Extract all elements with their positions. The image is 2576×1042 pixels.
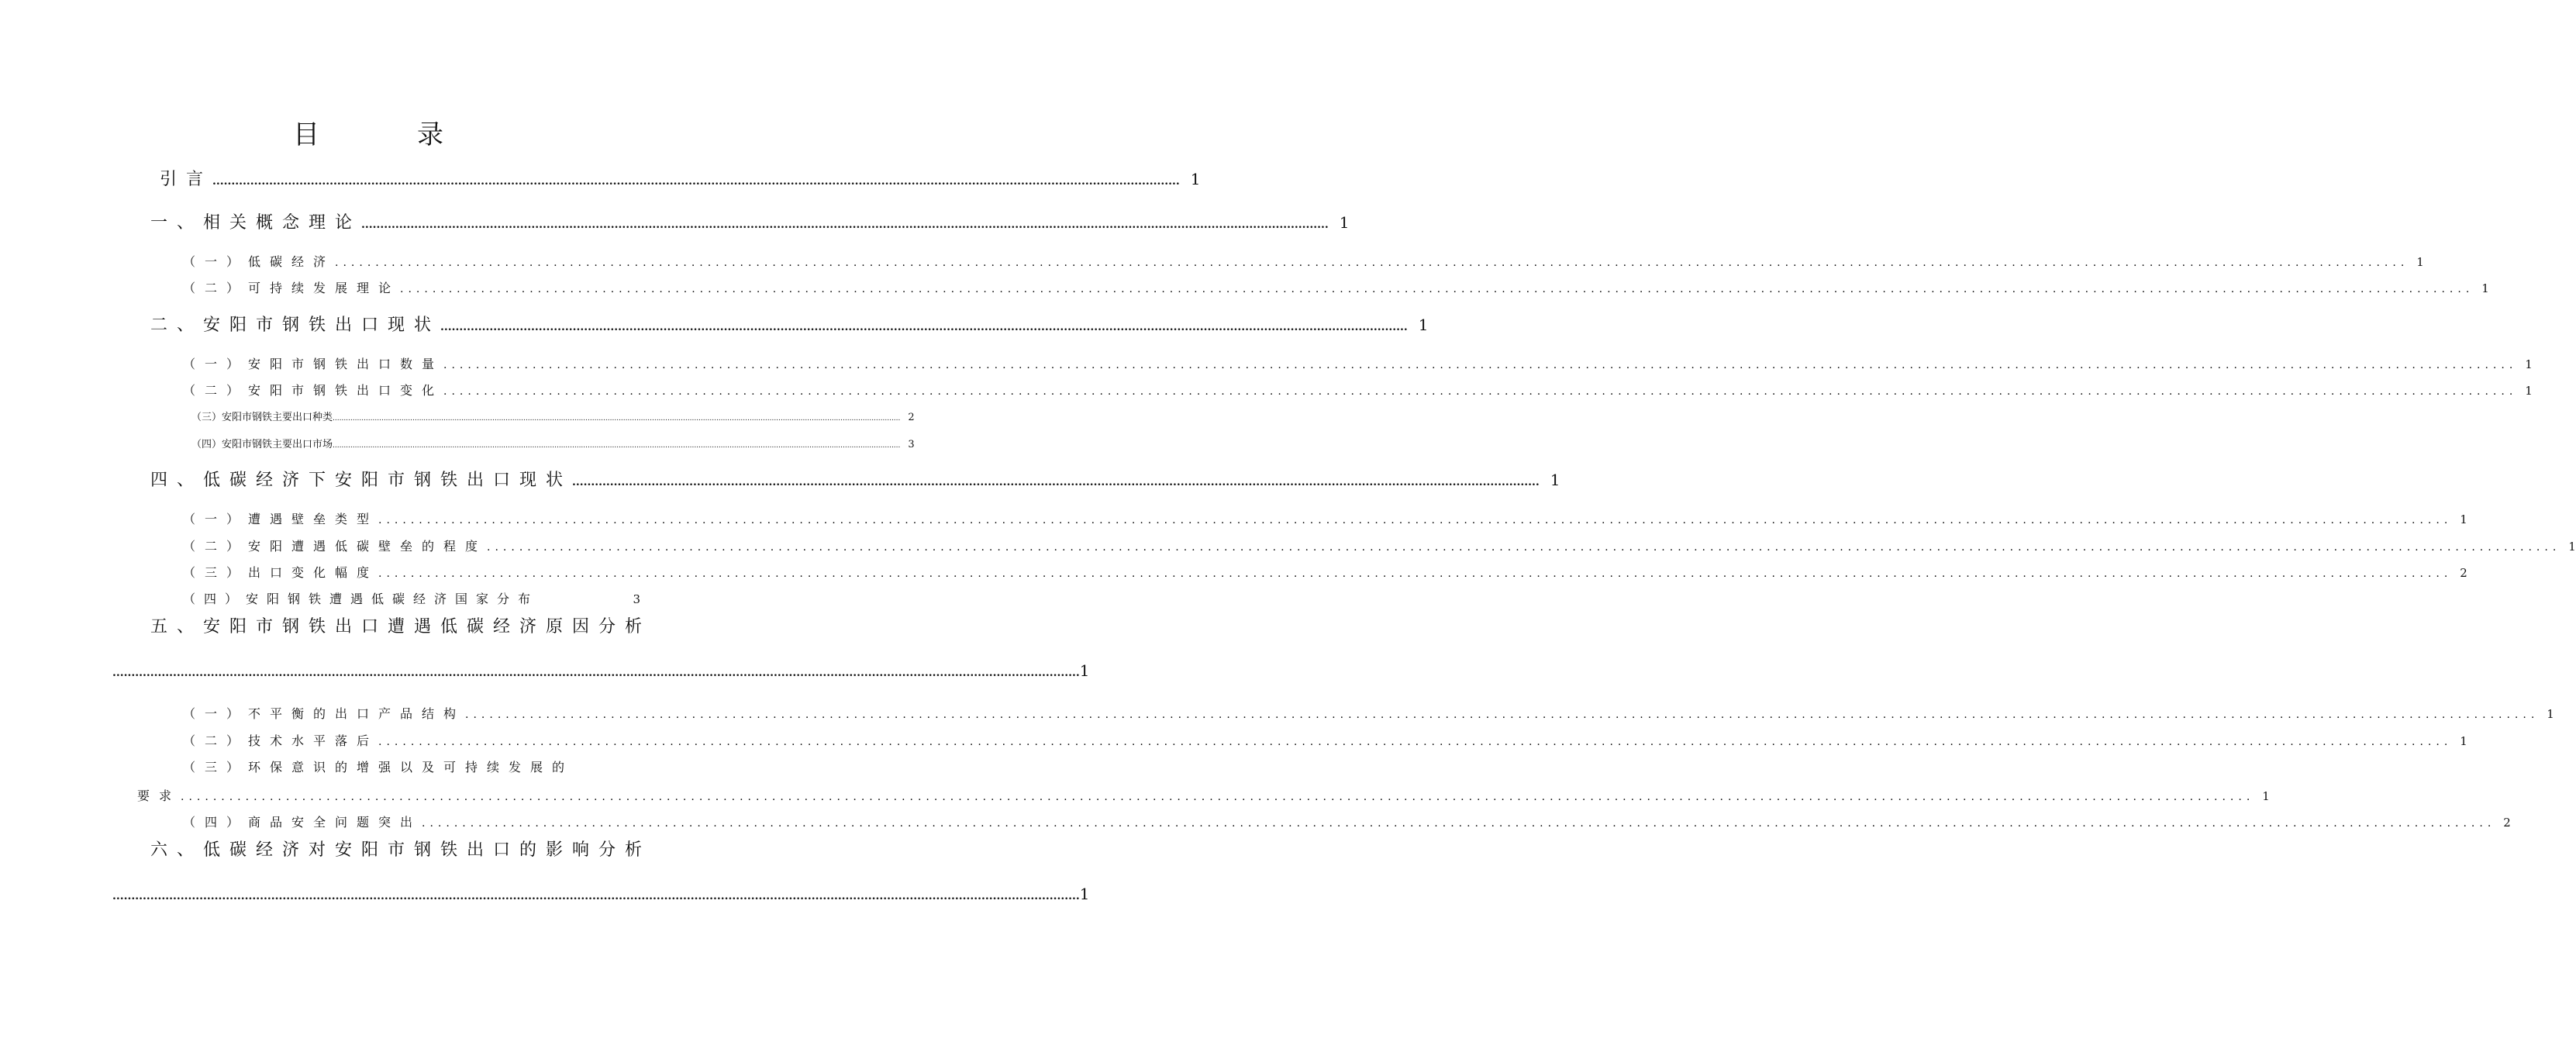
toc-leader-dots: ................................................................................................................................................................................................................................................................ <box>335 257 2409 269</box>
toc-entry-section-4-3[interactable] <box>183 563 2467 581</box>
toc-entry-section-6-leader[interactable] <box>112 885 1090 903</box>
toc-leader-dots: ................................................................................................................................................................................................................................................................ <box>333 442 901 450</box>
toc-leader-dots: ................................................................................................................................................................................................................................................................ <box>378 514 2453 526</box>
toc-leader-dots: ................................................................................................................................................................................................................................................................ <box>422 817 2496 830</box>
toc-entry-section-4-2[interactable] <box>183 537 2576 554</box>
toc-leader-dots: ................................................................................................................................................................................................................................................................ <box>487 541 2561 554</box>
toc-entry-section-5-3-cont[interactable] <box>137 786 2270 804</box>
toc-label: （二）技术水平落后 <box>183 733 379 748</box>
toc-page-number: 3 <box>633 592 640 606</box>
toc-page-number: 2 <box>908 412 915 423</box>
toc-page-number: 2 <box>2503 816 2511 830</box>
toc-entry-section-2-1[interactable] <box>183 354 2533 372</box>
toc-page-number: 1 <box>1190 170 1201 188</box>
toc-entry-intro[interactable] <box>160 166 1201 190</box>
toc-label: （三）安阳市钢铁主要出口种类 <box>191 412 333 423</box>
toc-page-number: 1 <box>1550 471 1560 489</box>
toc-entry-section-5-leader[interactable] <box>112 661 1090 680</box>
toc-page-number: 1 <box>2547 707 2554 721</box>
toc-leader-dots: ................................................................................................................................................................................................................................................................ <box>440 321 1408 333</box>
toc-entry-section-4-1[interactable] <box>183 509 2467 527</box>
toc-entry-section-2-3[interactable] <box>191 409 915 423</box>
toc-entry-section-4[interactable] <box>150 467 1560 491</box>
toc-label: （三）出口变化幅度 <box>183 565 379 580</box>
toc-leader-dots: ................................................................................................................................................................................................................................................................ <box>333 415 901 423</box>
toc-leader-dots: ................................................................................................................................................................................................................................................................ <box>400 283 2474 295</box>
toc-page-number: 1 <box>2416 255 2424 269</box>
toc-page-number: 1 <box>2481 281 2489 295</box>
toc-page-number: 1 <box>2525 357 2533 371</box>
toc-page-number: 1 <box>1339 213 1350 232</box>
toc-label: （四）安阳市钢铁主要出口市场 <box>191 439 333 450</box>
toc-entry-section-5-1[interactable] <box>183 704 2554 722</box>
toc-entry-section-6[interactable]: 六、低碳经济对安阳市钢铁出口的影响分析 <box>150 840 652 860</box>
toc-leader-dots: ................................................................................................................................................................................................................................................................ <box>443 385 2518 398</box>
toc-entry-section-2-4[interactable] <box>191 436 915 450</box>
toc-page-number: 1 <box>2262 789 2270 803</box>
toc-label: （二）安阳遭遇低碳壁垒的程度 <box>183 539 488 554</box>
toc-label: 一、相关概念理论 <box>150 213 362 233</box>
toc-label: （一）不平衡的出口产品结构 <box>183 706 466 721</box>
toc-entry-section-5-3[interactable]: （三）环保意识的增强以及可持续发展的 <box>183 760 574 775</box>
toc-page-number: 1 <box>2460 512 2467 526</box>
toc-leader-dots: ................................................................................................................................................................................................................................................................ <box>361 219 1329 231</box>
toc-label: （二）安阳市钢铁出口变化 <box>183 383 444 398</box>
toc-entry-section-4-4[interactable] <box>183 589 640 607</box>
toc-page-number: 1 <box>2568 540 2576 554</box>
toc-label: 四、低碳经济下安阳市钢铁出口现状 <box>150 471 573 490</box>
toc-page-number: 2 <box>2460 566 2467 580</box>
toc-label: （二）可持续发展理论 <box>183 281 401 295</box>
toc-page-number: 1 <box>2525 384 2533 398</box>
toc-page-number: 1 <box>1079 661 1090 680</box>
toc-leader-dots: ................................................................................................................................................................................................................................................................ <box>443 359 2518 371</box>
toc-page-number: 3 <box>908 439 915 450</box>
toc-leader-dots: ................................................................................................................................................................................................................................................................ <box>378 736 2453 748</box>
toc-label: （一）安阳市钢铁出口数量 <box>183 357 444 371</box>
toc-entry-section-5-4[interactable] <box>183 813 2511 830</box>
toc-label: 二、安阳市钢铁出口现状 <box>150 316 441 335</box>
toc-entry-section-1[interactable] <box>150 209 1350 233</box>
toc-label: （一）遭遇壁垒类型 <box>183 512 379 526</box>
toc-page-number: 1 <box>2460 734 2467 748</box>
toc-leader-dots: ................................................................................................................................................................................................................................................................ <box>181 791 2255 803</box>
toc-label: 要求 <box>137 788 181 803</box>
page-title: 目 录 <box>293 119 479 150</box>
toc-leader-dots: ................................................................................................................................................................................................................................................................ <box>212 175 1180 188</box>
toc-entry-section-1-2[interactable] <box>183 278 2489 296</box>
toc-label: （四）商品安全问题突出 <box>183 815 422 830</box>
toc-entry-section-5[interactable]: 五、安阳市钢铁出口遭遇低碳经济原因分析 <box>150 617 652 637</box>
toc-entry-section-5-2[interactable] <box>183 731 2467 749</box>
toc-leader-dots: ................................................................................................................................................................................................................................................................ <box>112 890 1080 902</box>
toc-label: （一）低碳经济 <box>183 254 336 269</box>
toc-label: 引言 <box>160 170 213 189</box>
toc-leader-dots: ................................................................................................................................................................................................................................................................ <box>465 709 2540 721</box>
toc-label: （四）安阳钢铁遭遇低碳经济国家分布 <box>183 592 540 606</box>
toc-page-number: 1 <box>1079 885 1090 903</box>
toc-entry-section-1-1[interactable] <box>183 252 2424 270</box>
toc-page-number: 1 <box>1418 316 1429 334</box>
toc-entry-section-2[interactable] <box>150 312 1429 336</box>
toc-entry-section-2-2[interactable] <box>183 381 2533 399</box>
toc-leader-dots: ................................................................................................................................................................................................................................................................ <box>378 568 2453 580</box>
toc-leader-dots: ................................................................................................................................................................................................................................................................ <box>112 667 1080 679</box>
toc-leader-dots: ................................................................................................................................................................................................................................................................ <box>572 476 1540 488</box>
